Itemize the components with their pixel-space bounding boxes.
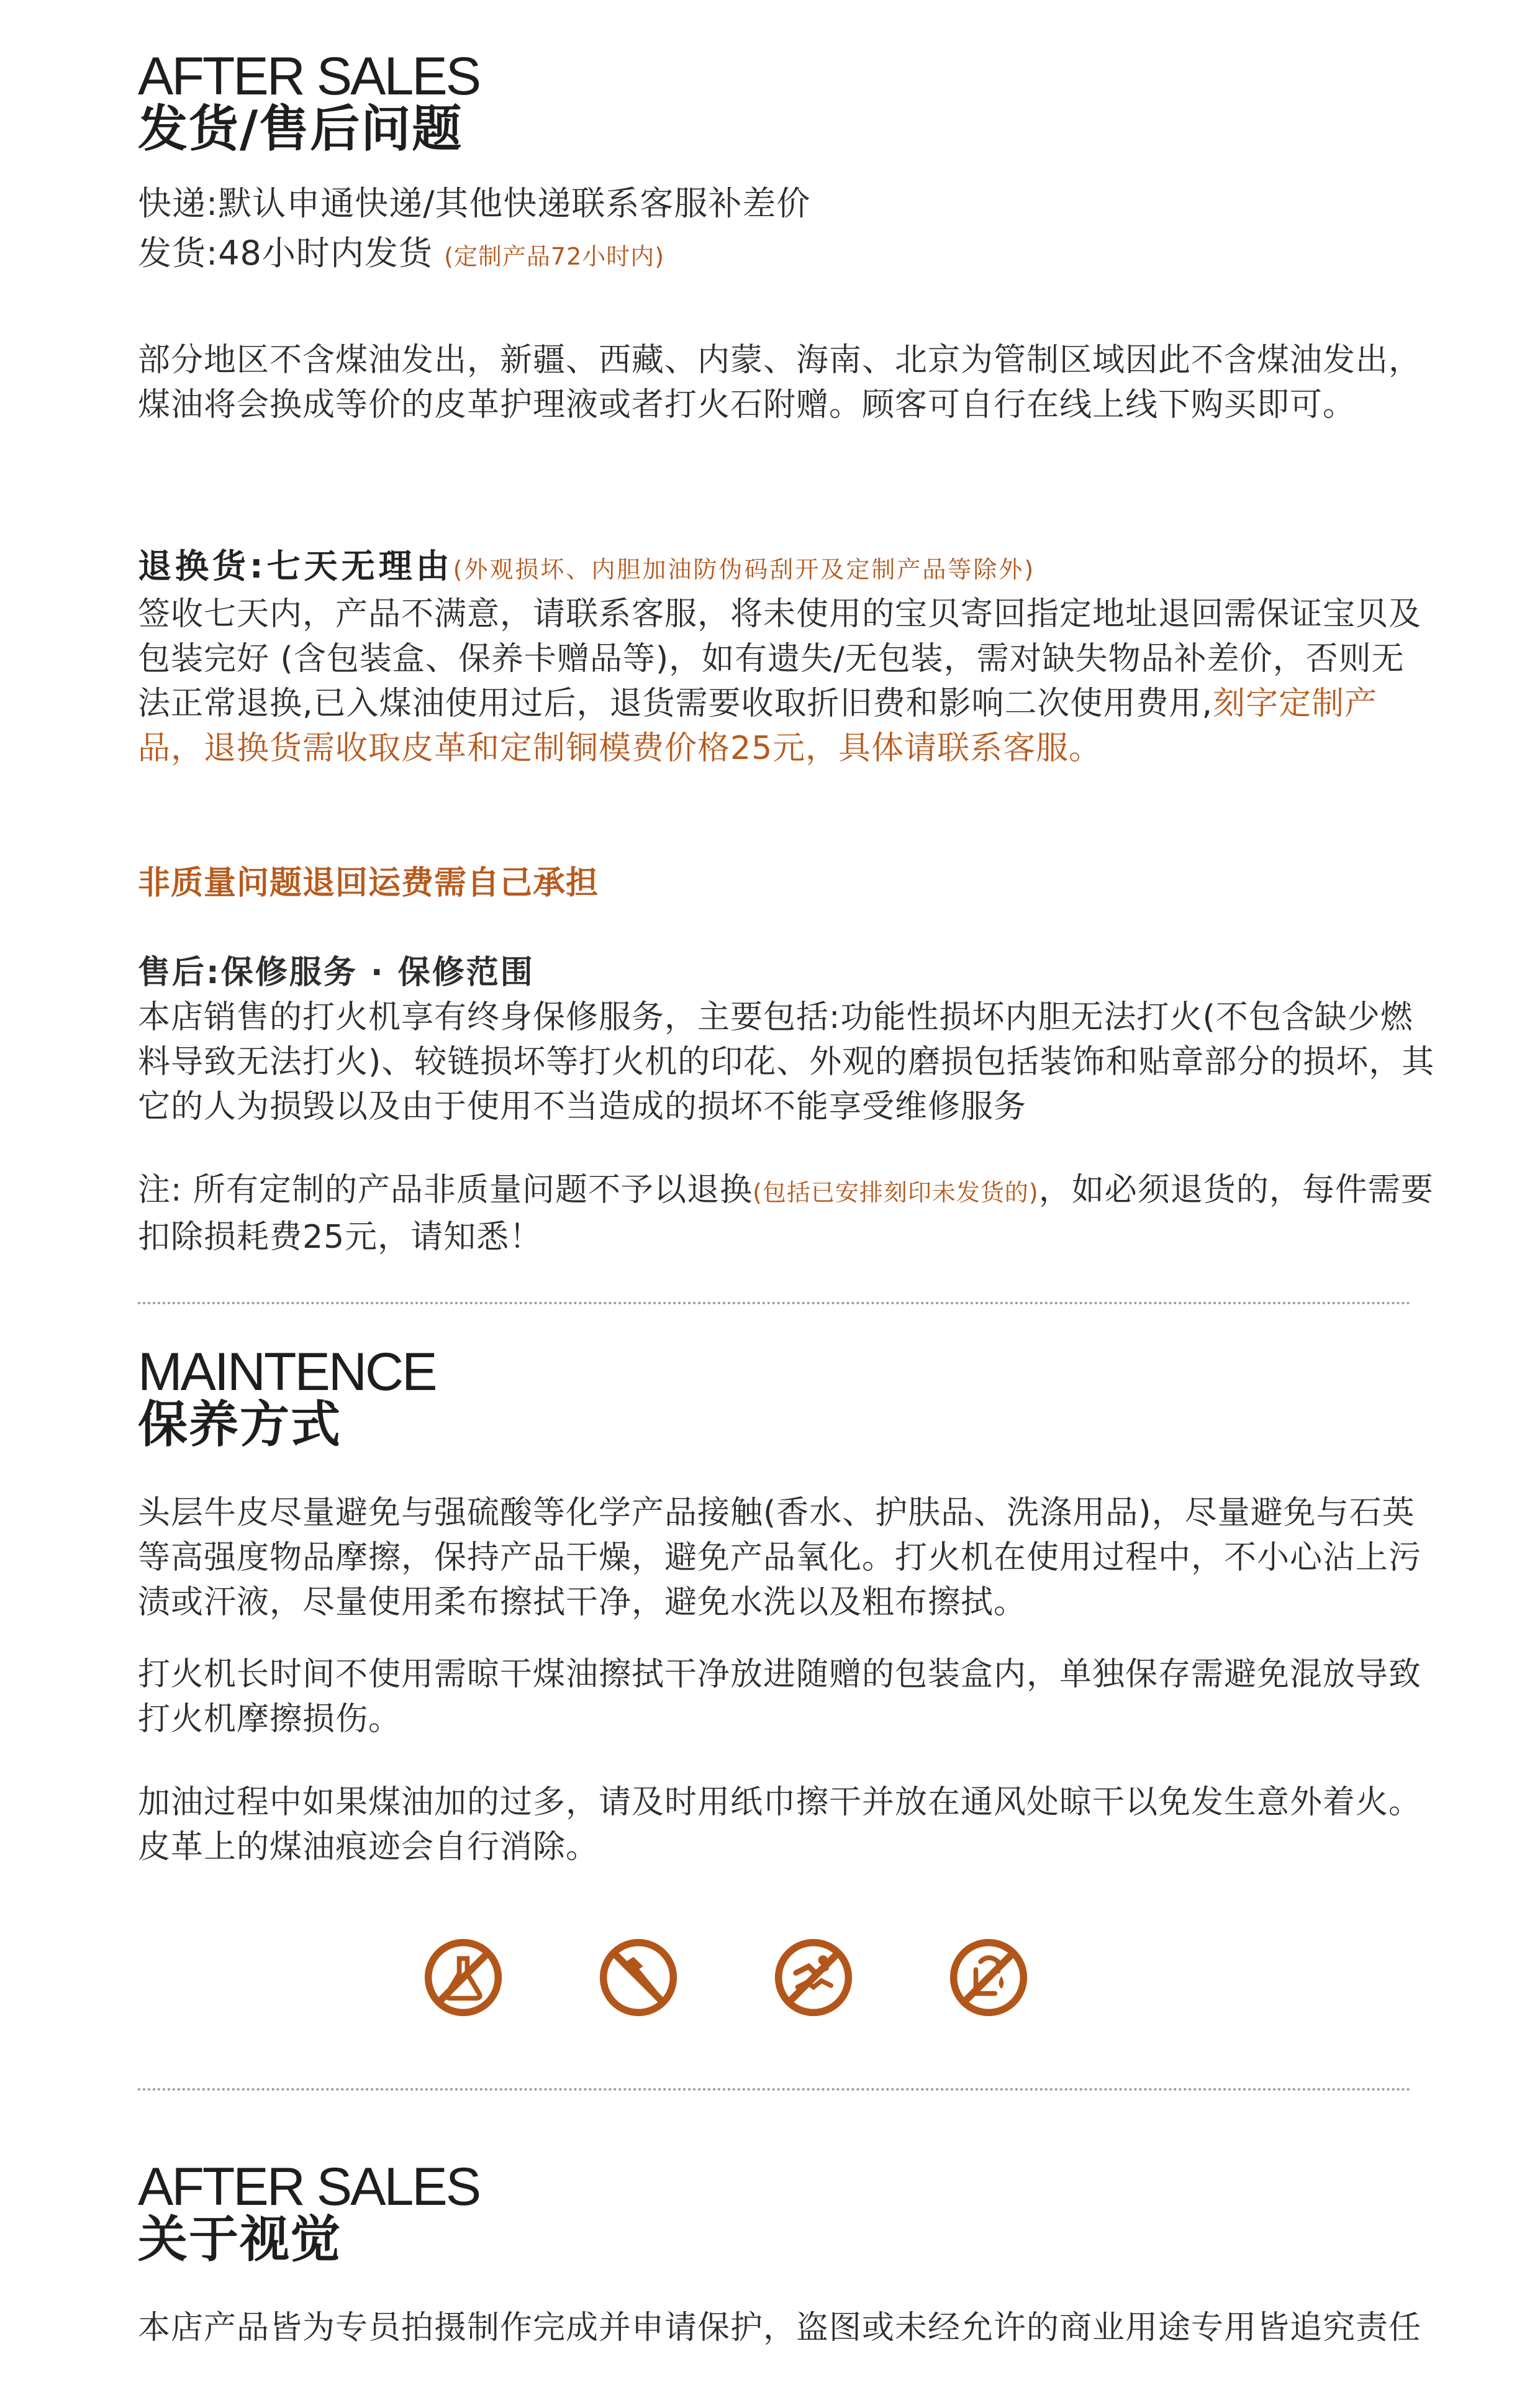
no-chemicals-icon <box>424 1938 503 2017</box>
after-sales-cn-title: 发货/售后问题 <box>138 100 463 158</box>
maintenance-p3: 加油过程中如果煤油加的过多，请及时用纸巾擦干并放在通风处晾干以免发生意外着火。皮革上的煤油痕迹会自行消除。 <box>138 1784 1422 1866</box>
maintenance-p3-block <box>138 1780 1436 1869</box>
shipping-line <box>138 231 1436 279</box>
custom-note-a: 注: 所有定制的产品非质量问题不予以退换 <box>138 1171 753 1209</box>
maintenance-cn-title: 保养方式 <box>138 1396 342 1453</box>
shipping-cost-block <box>138 861 1436 906</box>
maintenance-p2: 打火机长时间不使用需晾干煤油擦拭干净放进随赠的包装盒内，单独保存需避免混放导致打火机摩擦损伤。 <box>138 1656 1422 1738</box>
vision-section <box>138 2157 1436 2268</box>
maintenance-en-title: MAINTENCE <box>138 1342 436 1402</box>
region-note: 部分地区不含煤油发出，新疆、西藏、内蒙、海南、北京为管制区域因此不含煤油发出，煤油将会换成等价的皮革护理液或者打火石附赠。顾客可自行在线上线下购买即可。 <box>138 342 1422 424</box>
maintenance-section <box>138 1342 1436 1453</box>
return-body <box>138 592 1436 771</box>
no-hammer-icon <box>599 1938 678 2017</box>
return-engrave-text: 刻字定制产品，退换货需收取皮革和定制铜模费价格25元，具体请联系客服。 <box>138 685 1378 767</box>
warranty-heading: 售后:保修服务 · 保修范围 <box>138 954 535 991</box>
warranty-block <box>138 950 1436 1129</box>
vision-body: 本店产品皆为专员拍摄制作完成并申请保护，盗图或未经允许的商业用途专用皆追究责任 <box>138 2309 1422 2346</box>
region-note-block <box>138 338 1436 427</box>
shipping-info <box>138 181 1436 279</box>
vision-cn-title: 关于视觉 <box>138 2210 342 2268</box>
maintenance-p1: 头层牛皮尽量避免与强硫酸等化学产品接触(香水、护肤品、洗涤用品)，尽量避免与石英等高强度物品摩擦，保持产品干燥，避免产品氧化。打火机在使用过程中，不小心沾上污渍或汗液，尽量使用柔布擦拭干净，避免水洗以及粗布擦拭。 <box>138 1494 1422 1621</box>
divider-1 <box>138 1302 1411 1304</box>
shipping-text: 发货:48小时内发货 <box>138 234 433 273</box>
no-scratch-icon <box>774 1938 853 2017</box>
vision-body-block <box>138 2306 1436 2350</box>
no-water-icon <box>949 1938 1028 2017</box>
shipping-note: (定制产品72小时内) <box>444 243 665 270</box>
shipping-cost-note: 非质量问题退回运费需自己承担 <box>138 865 599 902</box>
custom-note <box>138 1168 1436 1260</box>
after-sales-section <box>138 47 1436 158</box>
maintenance-p2-block <box>138 1652 1436 1742</box>
maintenance-icons <box>0 1938 1540 2037</box>
custom-note-block <box>138 1168 1436 1260</box>
express-line: 快递:默认申通快递/其他快递联系客服补差价 <box>138 184 811 223</box>
warranty-body: 本店销售的打火机享有终身保修服务，主要包括:功能性损坏内胆无法打火(不包含缺少燃料导致无法打火)、较链损坏等打火机的印花、外观的磨损包括装饰和贴章部分的损坏，其它的人为损毁以及由于使用不当造成的损坏不能享受维修服务 <box>138 999 1435 1125</box>
custom-note-b: ，如必须退货的，每件需要扣除损耗费25元，请知悉！ <box>138 1171 1434 1256</box>
return-body-text: 签收七天内，产品不满意，请联系客服，将未使用的宝贝寄回指定地址退回需保证宝贝及包装完好 (含包装盒、保养卡赠品等)，如有遗失/无包装，需对缺失物品补差价，否则无法正常退换,已入煤油使用过后，退货需要收取折旧费和影响二次使用费用, <box>138 596 1422 722</box>
custom-note-small: (包括已安排刻印未发货的) <box>753 1179 1039 1206</box>
return-heading <box>138 544 1436 592</box>
after-sales-en-title: AFTER SALES <box>138 47 480 106</box>
return-head-text: 退换货:七天无理由 <box>138 547 453 586</box>
vision-en-title: AFTER SALES <box>138 2157 480 2217</box>
divider-2 <box>138 2088 1411 2091</box>
maintenance-p1-block <box>138 1491 1436 1625</box>
return-policy-block <box>138 544 1436 771</box>
return-exclusion: (外观损坏、内胆加油防伪码刮开及定制产品等除外) <box>453 556 1036 583</box>
